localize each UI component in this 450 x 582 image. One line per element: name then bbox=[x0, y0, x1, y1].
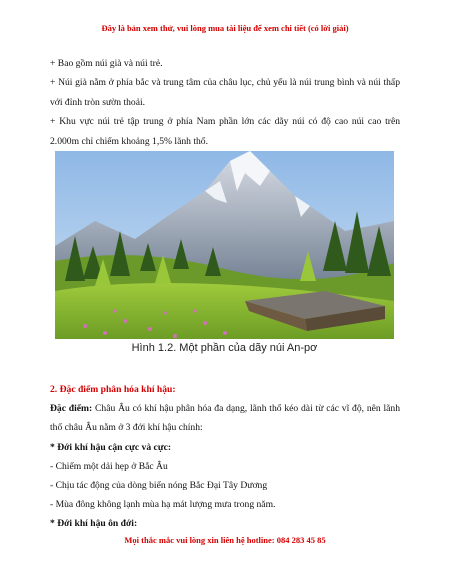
section-heading: 2. Đặc điểm phân hóa khí hậu: bbox=[50, 384, 176, 395]
subheading-temperate: * Đới khí hậu ôn đới: bbox=[50, 518, 138, 530]
lead-text: Châu Âu có khí hậu phân hóa đa dạng, lãnh thổ kéo dài từ các vĩ độ, nên lãnh thổ châu Âu nằm ở 3 đới khí hậu chính: bbox=[50, 403, 400, 434]
bullet-item: + Núi già nằm ở phía bắc và trung tâm của châu lục, chủ yếu là núi trung bình và núi thấp với đỉnh tròn sườn thoải. bbox=[50, 77, 400, 108]
climate-section bbox=[50, 380, 400, 534]
alps-photo bbox=[55, 151, 394, 357]
hotline-banner: Mọi thắc mắc vui lòng xin liên hệ hotline: 084 283 45 85 bbox=[124, 535, 326, 545]
list-item: - Chịu tác động của dòng biển nóng Bắc Đại Tây Dương bbox=[50, 480, 268, 492]
figure-caption: Hình 1.2. Một phần của dãy núi An-pơ bbox=[55, 339, 394, 357]
lead-label: Đặc điểm: bbox=[50, 403, 93, 415]
lead-paragraph bbox=[50, 399, 400, 437]
bullet-item: + Khu vực núi trẻ tập trung ở phía Nam phần lớn các dãy núi có độ cao núi cao trên 2.000m chỉ chiếm khoảng 1,5% lãnh thổ. bbox=[50, 116, 400, 147]
bullet-list bbox=[50, 54, 400, 151]
list-item: - Chiếm một dải hẹp ở Bắc Âu bbox=[50, 460, 168, 472]
preview-banner: Đây là bản xem thử, vui lòng mua tài liệu để xem chi tiết (có lời giải) bbox=[101, 23, 349, 33]
bullet-item: + Bao gồm núi già và núi trẻ. bbox=[50, 58, 163, 69]
alpine-landscape-image bbox=[55, 151, 394, 357]
list-item: - Mùa đông không lạnh mùa hạ mát lượng mưa trong năm. bbox=[50, 499, 276, 511]
subheading-polar: * Đới khí hậu cận cực và cực: bbox=[50, 441, 172, 453]
